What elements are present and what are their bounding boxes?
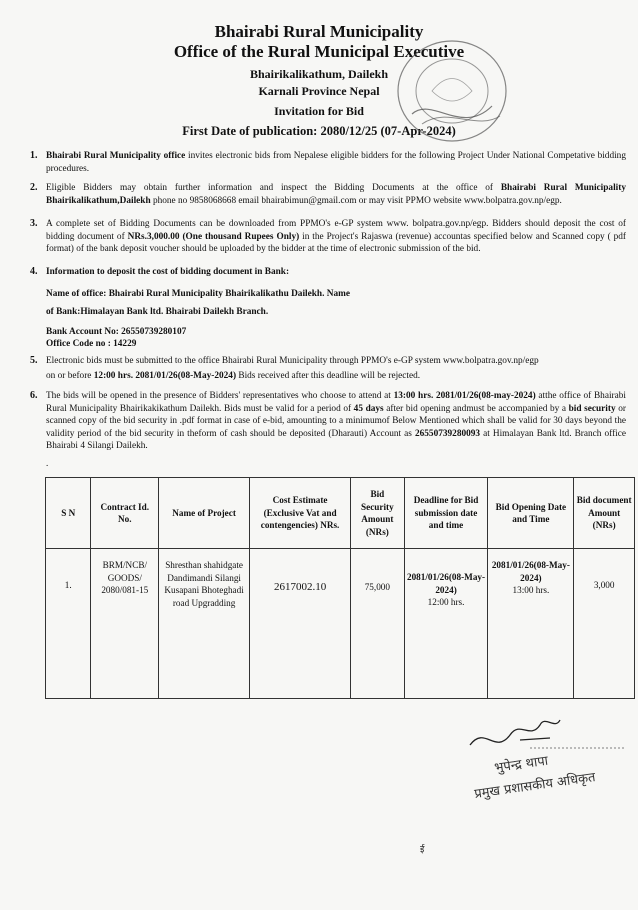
cell-project: Shresthan shahidgate Dandimandi Silangi Kusapani Bhoteghadi road Upgradding — [159, 549, 250, 699]
col-header: Bid Opening Date and Time — [488, 478, 574, 549]
item-2-text — [46, 182, 626, 207]
item-6-bold4: 26550739280093 — [414, 428, 481, 439]
item-5-line1: Electronic bids must be submitted to the office Bhairabi Rural Municipality through PPMO's e-GP system www.bolpatra.gov.np/egp — [46, 356, 539, 366]
item-6-post: at Himalayan Bank ltd. Branch office Bhairabi 4 Silangi Dailekh. — [46, 428, 626, 452]
item-number: 4. — [30, 266, 38, 277]
item-6-bold2: 45 days — [353, 403, 384, 414]
item-3-pre: A complete set of Bidding Documents can be downloaded from PPMO's e-GP system www. bolpatra.gov.np/egp. Bidders should deposit the cost of bidding document of — [46, 219, 626, 242]
bank-office-name: Name of office: Bhairabi Rural Municipality Bhairikalikathu Dailekh. Name — [46, 289, 350, 299]
item-5-line2 — [46, 370, 626, 383]
notice-title: Invitation for Bid — [274, 104, 364, 118]
col-header: Contract Id. No. — [91, 478, 159, 549]
item-2-pre: Eligible Bidders may obtain further information and inspect the Bidding Documents at the office of — [46, 183, 501, 193]
item-number: 6. — [30, 390, 38, 401]
item-5-pre: on or before — [46, 371, 94, 381]
item-5-bold: 12:00 hrs. 2081/01/26(08-May-2024) — [93, 371, 237, 381]
col-header: Bid document Amount (NRs) — [574, 478, 635, 549]
office-code: Office Code no : 14229 — [46, 339, 137, 349]
item-5-post: Bids received after this deadline will be rejected. — [236, 371, 421, 381]
item-3-bold: NRs.3,000.00 (One thousand Rupees Only) — [127, 231, 300, 242]
item-6-mid2: after bid opening andmust be accompanied by a — [383, 403, 569, 414]
col-header: Cost Estimate (Exclusive Vat and contengencies) NRs. — [250, 478, 351, 549]
col-header: Name of Project — [159, 478, 250, 549]
item-1-bold: Bhairabi Rural Municipality office — [46, 151, 186, 161]
province-line: Karnali Province Nepal — [258, 84, 380, 98]
bank-name: of Bank:Himalayan Bank ltd. Bhairabi Dailekh Branch. — [46, 307, 269, 317]
col-header: Bid Security Amount (NRs) — [351, 478, 405, 549]
item-number: 3. — [30, 218, 38, 229]
item-number: 2. — [30, 182, 38, 193]
bank-info-title: Information to deposit the cost of bidding document in Bank: — [46, 267, 290, 277]
col-header: Deadline for Bid submission date and time — [404, 478, 488, 549]
item-3-rest: in the Project's Rajaswa (revenue) accountas specified below and Scanned copy ( pdf format) of the bank deposit voucher should be uploaded by the bidder at the time of electronic submission of the bid. — [46, 231, 626, 255]
opening-date: 2081/01/26(08-May-2024) — [491, 560, 570, 583]
cell-opening — [488, 549, 574, 699]
item-1-text — [46, 150, 626, 175]
item-6-text — [46, 390, 626, 453]
item-1-rest: invites electronic bids from Nepalese eligible bidders for the following Project Under National Competative bidding procedures. — [46, 151, 626, 174]
cell-doc-amount: 3,000 — [574, 549, 635, 699]
col-header: S N — [46, 478, 91, 549]
stray-mark: . — [46, 458, 49, 468]
municipality-name: Bhairabi Rural Municipality — [214, 22, 424, 41]
table-row — [46, 549, 635, 699]
item-3-text — [46, 218, 626, 256]
office-name: Office of the Rural Municipal Executive — [173, 42, 465, 61]
bank-account: Bank Account No: 26550739280107 — [46, 327, 187, 337]
item-number: 1. — [30, 150, 38, 161]
opening-time: 13:00 hrs. — [512, 585, 550, 595]
stray-mark: ई — [420, 844, 425, 854]
cell-security: 75,000 — [351, 549, 405, 699]
item-6-pre: The bids will be opened in the presence of Bidders' representatives who choose to attend at — [46, 391, 394, 401]
item-6-bold3: bid security — [568, 403, 616, 414]
office-stamp — [392, 36, 512, 146]
deadline-time: 12:00 hrs. — [427, 597, 465, 607]
item-number: 5. — [30, 355, 38, 366]
item-6-mid1: atthe office of Bhairabi Rural Municipality Bhairikakikathum Dailekh. Bids must be valid for a period of — [46, 391, 626, 414]
item-2-bold: Bhairabi Rural Municipality Bhairikalikathum,Dailekh — [46, 183, 626, 206]
publication-date: First Date of publication: 2080/12/25 (07-Apr-2024) — [182, 124, 456, 138]
cell-deadline — [404, 549, 488, 699]
item-6-bold1: 13:00 hrs. 2081/01/26(08-may-2024) — [393, 391, 536, 401]
cell-cost: 2617002.10 — [250, 549, 351, 699]
address-line: Bhairikalikathum, Dailekh — [249, 67, 389, 81]
item-6-mid3: or scanned copy of the bid security in .pdf format in case of e-bid, amounting to a minimumof Below Mentioned which shall be valid for 30 days beyond the validity period of the bid security in theform of cash should be deposited (Dharauti) Account as — [46, 403, 626, 439]
bid-table — [45, 477, 635, 699]
cell-sn: 1. — [46, 549, 91, 699]
cell-contract: BRM/NCB/ GOODS/ 2080/081-15 — [91, 549, 159, 699]
signature-block — [460, 710, 630, 810]
deadline-date: 2081/01/26(08-May-2024) — [406, 572, 486, 595]
table-header-row — [46, 478, 635, 549]
item-2-rest: phone no 9858068668 email bhairabimun@gmail.com or may visit PPMO website www.bolpatra.gov.np/egp. — [150, 195, 562, 206]
signatory-title: प्रमुख प्रशासकीय अधिकृत — [473, 770, 597, 802]
signatory-name: भुपेन्द्र थापा — [493, 753, 550, 776]
